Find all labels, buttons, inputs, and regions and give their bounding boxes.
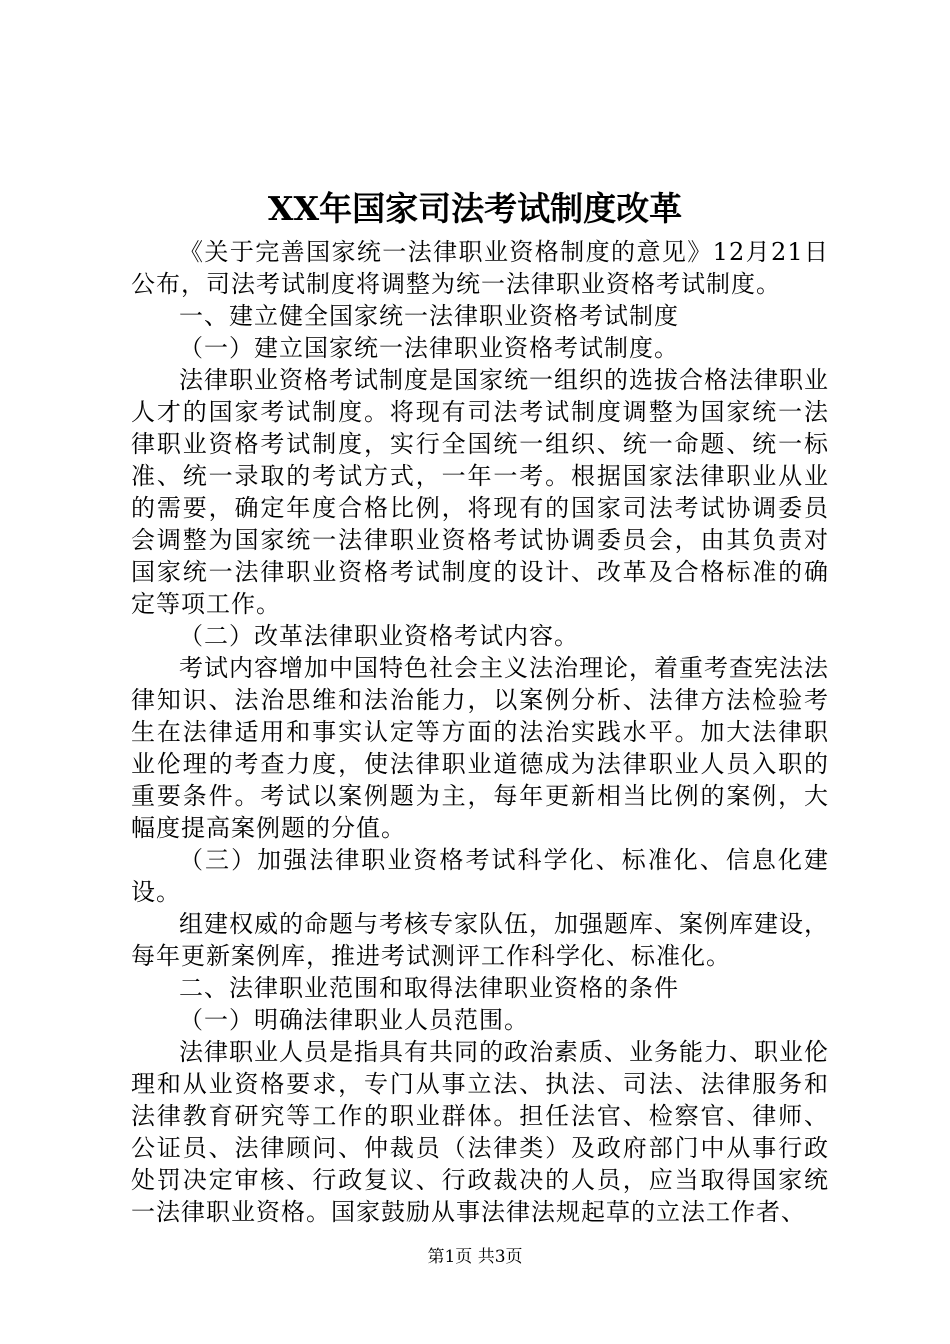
paragraph-1-3: 组建权威的命题与考核专家队伍，加强题库、案例库建设，每年更新案例库，推进考试测评工作科学化、标准化。 bbox=[131, 910, 829, 970]
subsection-heading-1-2: （二）改革法律职业资格考试内容。 bbox=[179, 622, 579, 650]
section-heading-1: 一、建立健全国家统一法律职业资格考试制度 bbox=[179, 302, 679, 330]
paragraph-1-1: 法律职业资格考试制度是国家统一组织的选拔合格法律职业人才的国家考试制度。将现有司法考试制度调整为国家统一法律职业资格考试制度，实行全国统一组织、统一命题、统一标准、统一录取的考试方式，一年一考。根据国家法律职业从业的需要，确定年度合格比例，将现有的国家司法考试协调委员会调整为国家统一法律职业资格考试协调委员会，由其负责对国家统一法律职业资格考试制度的设计、改革及合格标准的确定等项工作。 bbox=[131, 366, 829, 618]
paragraph-2-1: 法律职业人员是指具有共同的政治素质、业务能力、职业伦理和从业资格要求，专门从事立法、执法、司法、法律服务和法律教育研究等工作的职业群体。担任法官、检察官、律师、公证员、法律顾问、仲裁员（法律类）及政府部门中从事行政处罚决定审核、行政复议、行政裁决的人员，应当取得国家统一法律职业资格。国家鼓励从事法律法规起草的立法工作者、 bbox=[131, 1038, 829, 1226]
section-heading-2: 二、法律职业范围和取得法律职业资格的条件 bbox=[179, 974, 679, 1002]
document-body bbox=[131, 236, 829, 1228]
paragraph-1-2: 考试内容增加中国特色社会主义法治理论，着重考查宪法法律知识、法治思维和法治能力，以案例分析、法律方法检验考生在法律适用和事实认定等方面的法治实践水平。加大法律职业伦理的考查力度，使法律职业道德成为法律职业人员入职的重要条件。考试以案例题为主，每年更新相当比例的案例，大幅度提高案例题的分值。 bbox=[131, 654, 829, 842]
subsection-heading-2-1: （一）明确法律职业人员范围。 bbox=[179, 1006, 529, 1034]
subsection-heading-1-1: （一）建立国家统一法律职业资格考试制度。 bbox=[179, 334, 679, 362]
document-title: XX年国家司法考试制度改革 bbox=[267, 189, 683, 228]
subsection-heading-1-3: （三）加强法律职业资格考试科学化、标准化、信息化建设。 bbox=[131, 846, 829, 906]
paragraph-intro: 《关于完善国家统一法律职业资格制度的意见》12月21日公布，司法考试制度将调整为统一法律职业资格考试制度。 bbox=[131, 238, 829, 298]
page-footer: 第1页 共3页 bbox=[427, 1247, 523, 1267]
